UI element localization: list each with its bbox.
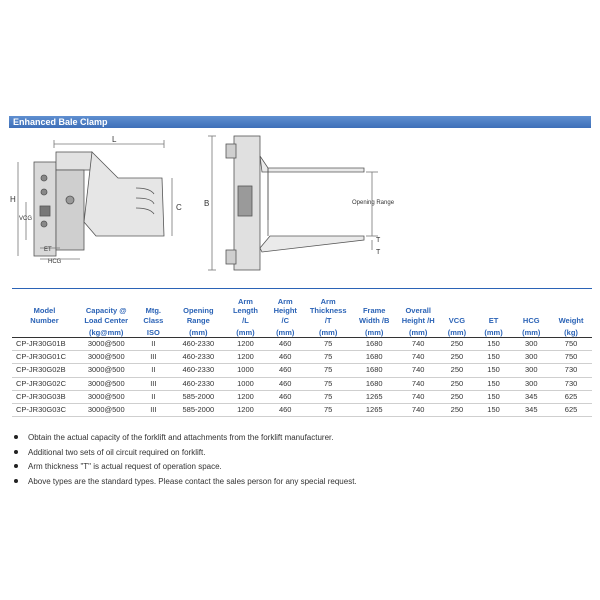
table-cell: 740 <box>397 390 439 403</box>
table-cell: 585-2000 <box>171 390 225 403</box>
col-header: Frame Width /B <box>359 306 390 325</box>
note-text: Additional two sets of oil circuit required on forklift. <box>28 447 206 457</box>
table-cell: 625 <box>550 390 592 403</box>
table-cell: CP-JR30G02C <box>12 377 77 390</box>
table-cell: 150 <box>475 351 513 364</box>
col-unit: (mm) <box>171 325 225 338</box>
table-row <box>12 364 592 377</box>
table-cell: 1680 <box>351 377 397 390</box>
col-unit: (mm) <box>397 325 439 338</box>
table-body <box>12 338 592 417</box>
table-cell: 1265 <box>351 390 397 403</box>
table-cell: 1200 <box>226 338 266 351</box>
table-cell: CP-JR30G03B <box>12 390 77 403</box>
table-cell: 1000 <box>226 364 266 377</box>
table-cell: 460-2330 <box>171 377 225 390</box>
note-text: Obtain the actual capacity of the forklift and attachments from the forklift manufacturer. <box>28 433 334 442</box>
table-cell: 460 <box>265 390 305 403</box>
col-unit: (mm) <box>475 325 513 338</box>
col-header: ET <box>488 315 499 325</box>
table-cell: III <box>136 403 172 416</box>
table-cell: 1680 <box>351 351 397 364</box>
col-header: Overall Height /H <box>401 306 435 325</box>
table-cell: CP-JR30G01B <box>12 338 77 351</box>
dim-label-T-upper: T <box>376 237 381 244</box>
col-header: Opening Range <box>183 306 214 325</box>
col-unit: (mm) <box>512 325 550 338</box>
table-cell: 730 <box>550 377 592 390</box>
table-header-units <box>12 325 592 338</box>
list-item <box>14 475 357 490</box>
col-header: Capacity @ Load Center <box>84 306 129 325</box>
dim-label-H: H <box>10 195 16 204</box>
table-cell: 730 <box>550 364 592 377</box>
table-row <box>12 338 592 351</box>
table-cell: 460 <box>265 403 305 416</box>
table-cell: 1200 <box>226 351 266 364</box>
table-cell: 75 <box>305 351 351 364</box>
col-header: Model Number <box>30 306 59 325</box>
table-cell: 75 <box>305 390 351 403</box>
table-cell: 250 <box>439 364 475 377</box>
table-cell: CP-JR30G01C <box>12 351 77 364</box>
col-unit: (mm) <box>226 325 266 338</box>
table-cell: 150 <box>475 364 513 377</box>
table-cell: 345 <box>512 403 550 416</box>
table-cell: 460 <box>265 351 305 364</box>
dim-label-T-lower: T <box>376 249 381 256</box>
table-cell: 585-2000 <box>171 403 225 416</box>
note-text: Arm thickness "T" is actual request of operation space. <box>28 462 222 471</box>
table-cell: 460 <box>265 364 305 377</box>
bullet-icon <box>14 450 18 454</box>
col-unit: (kg) <box>550 325 592 338</box>
table-cell: 740 <box>397 403 439 416</box>
list-item <box>14 446 357 461</box>
table-cell: 750 <box>550 338 592 351</box>
note-text: Above types are the standard types. Please contact the sales person for any special request. <box>28 476 357 486</box>
table-cell: 150 <box>475 403 513 416</box>
col-header: VCG <box>448 315 466 325</box>
list-item <box>14 431 357 446</box>
table-row <box>12 403 592 416</box>
col-unit: (kg@mm) <box>77 325 136 338</box>
table-cell: 750 <box>550 351 592 364</box>
col-header: Arm Length /L <box>232 296 258 325</box>
table-cell: 250 <box>439 338 475 351</box>
table-cell: III <box>136 351 172 364</box>
col-header: HCG <box>522 315 540 325</box>
table-cell: 150 <box>475 390 513 403</box>
col-header: Arm Height /C <box>273 296 297 325</box>
col-unit: (mm) <box>305 325 351 338</box>
list-item <box>14 460 357 475</box>
table-cell: 345 <box>512 390 550 403</box>
col-unit: ISO <box>136 325 172 338</box>
table-row <box>12 351 592 364</box>
table-cell: 1680 <box>351 364 397 377</box>
table-cell: 300 <box>512 351 550 364</box>
table-cell: 250 <box>439 403 475 416</box>
dim-label-L: L <box>112 135 117 144</box>
table-cell: III <box>136 377 172 390</box>
table-cell: 300 <box>512 338 550 351</box>
bullet-icon <box>14 435 18 439</box>
table-cell: CP-JR30G02B <box>12 364 77 377</box>
table-cell: 460 <box>265 377 305 390</box>
table-cell: 1265 <box>351 403 397 416</box>
col-unit <box>12 325 77 338</box>
col-unit: (mm) <box>439 325 475 338</box>
table-cell: 1680 <box>351 338 397 351</box>
spec-table <box>12 288 592 417</box>
bullet-icon <box>14 479 18 483</box>
table-cell: 460-2330 <box>171 351 225 364</box>
side-view <box>18 140 172 259</box>
col-unit: (mm) <box>265 325 305 338</box>
table-cell: II <box>136 364 172 377</box>
table-cell: CP-JR30G03C <box>12 403 77 416</box>
table-cell: 3000@500 <box>77 390 136 403</box>
notes-list <box>14 431 357 489</box>
table-cell: 1200 <box>226 403 266 416</box>
table-cell: 3000@500 <box>77 377 136 390</box>
bullet-icon <box>14 464 18 468</box>
table-cell: 250 <box>439 377 475 390</box>
table-cell: 75 <box>305 338 351 351</box>
table-cell: 300 <box>512 377 550 390</box>
table-cell: II <box>136 338 172 351</box>
table-header-names <box>12 289 592 325</box>
table-row <box>12 377 592 390</box>
col-header: Arm Thickness /T <box>309 296 347 325</box>
table-cell: 250 <box>439 390 475 403</box>
table-cell: 3000@500 <box>77 338 136 351</box>
dim-label-HCG: HCG <box>48 259 62 265</box>
section-title: Enhanced Bale Clamp <box>13 117 108 127</box>
table-cell: 150 <box>475 338 513 351</box>
table-cell: 740 <box>397 364 439 377</box>
table-cell: 1000 <box>226 377 266 390</box>
col-header: Weight <box>558 315 584 325</box>
table-cell: 250 <box>439 351 475 364</box>
table-cell: 625 <box>550 403 592 416</box>
table-cell: 1200 <box>226 390 266 403</box>
table-cell: 460 <box>265 338 305 351</box>
table-cell: 740 <box>397 351 439 364</box>
table-cell: 75 <box>305 377 351 390</box>
table-cell: II <box>136 390 172 403</box>
table-cell: 150 <box>475 377 513 390</box>
table-cell: 740 <box>397 377 439 390</box>
section-title-bar <box>9 116 591 128</box>
dim-label-C: C <box>176 203 182 212</box>
col-unit: (mm) <box>351 325 397 338</box>
table-cell: 75 <box>305 403 351 416</box>
dim-label-VCG: VCG <box>19 216 33 222</box>
opening-range-label: Opening Range <box>352 200 395 206</box>
bale-clamp-diagram <box>0 128 600 278</box>
col-header: Mtg. Class <box>143 306 164 325</box>
table-cell: 3000@500 <box>77 364 136 377</box>
table-cell: 300 <box>512 364 550 377</box>
table-cell: 3000@500 <box>77 351 136 364</box>
table-cell: 3000@500 <box>77 403 136 416</box>
table-cell: 460-2330 <box>171 364 225 377</box>
table-row <box>12 390 592 403</box>
table-cell: 460-2330 <box>171 338 225 351</box>
table-cell: 75 <box>305 364 351 377</box>
dim-label-ET: ET <box>44 247 52 253</box>
dim-label-B: B <box>204 199 210 208</box>
table-cell: 740 <box>397 338 439 351</box>
